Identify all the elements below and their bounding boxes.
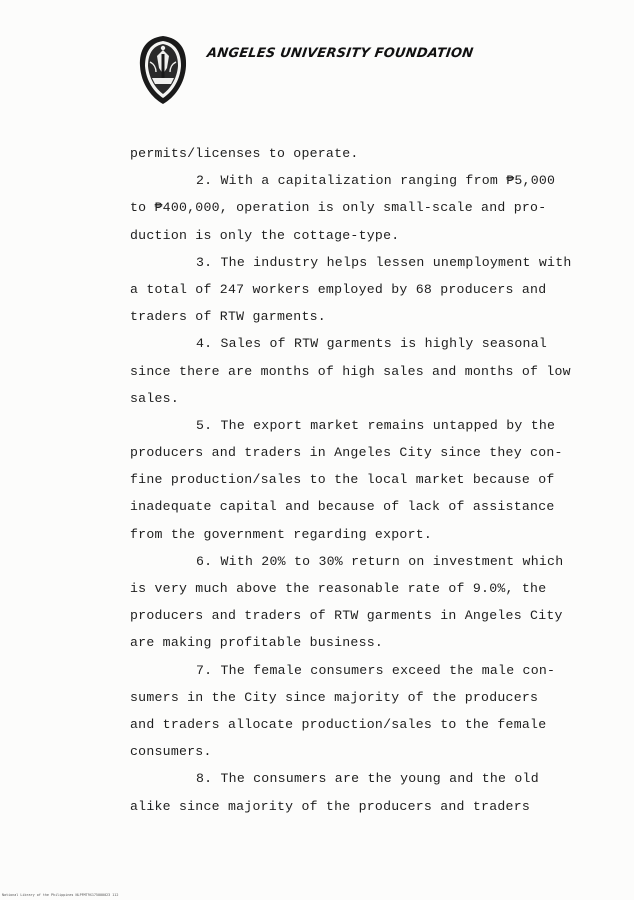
university-seal-icon [136, 34, 190, 106]
text-line: inadequate capital and because of lack of assistance [130, 499, 555, 515]
text-line: 2. With a capitalization ranging from ₱5,000 [196, 173, 556, 189]
text-line: are making profitable business. [130, 635, 384, 651]
text-line: 3. The industry helps lessen unemployment with [196, 254, 572, 270]
text-line: 6. With 20% to 30% return on investment which [196, 553, 564, 569]
text-line: consumers. [130, 744, 212, 760]
text-line: and traders allocate production/sales to the female [130, 716, 547, 732]
text-line: 4. Sales of RTW garments is highly seasonal [196, 336, 548, 352]
text-line: producers and traders in Angeles City since they con- [130, 445, 563, 461]
text-line: sumers in the City since majority of the producers [130, 689, 539, 705]
text-line: fine production/sales to the local market because of [130, 472, 555, 488]
text-line: since there are months of high sales and months of low [130, 363, 571, 379]
text-line: traders of RTW garments. [130, 309, 326, 325]
archive-footer: National Library of the Philippines NLPFMT9X175000023 112 [2, 893, 119, 897]
text-line: producers and traders of RTW garments in Angeles City [130, 608, 563, 624]
text-line: a total of 247 workers employed by 68 producers and [130, 281, 547, 297]
text-line: permits/licenses to operate. [130, 146, 359, 161]
text-line: 8. The consumers are the young and the old [196, 771, 539, 787]
text-line: 7. The female consumers exceed the male con- [196, 662, 556, 678]
text-line: to ₱400,000, operation is only small-scale and pro- [130, 200, 547, 216]
text-line: is very much above the reasonable rate of 9.0%, the [130, 581, 547, 596]
text-line: sales. [130, 390, 179, 406]
text-line: alike since majority of the producers and traders [130, 798, 531, 814]
letterhead-title: ANGELES UNIVERSITY FOUNDATION [205, 46, 475, 61]
body-text [130, 140, 575, 820]
text-line: 5. The export market remains untapped by the [196, 417, 556, 433]
text-line: duction is only the cottage-type. [130, 227, 400, 243]
text-line: from the government regarding export. [130, 526, 433, 542]
